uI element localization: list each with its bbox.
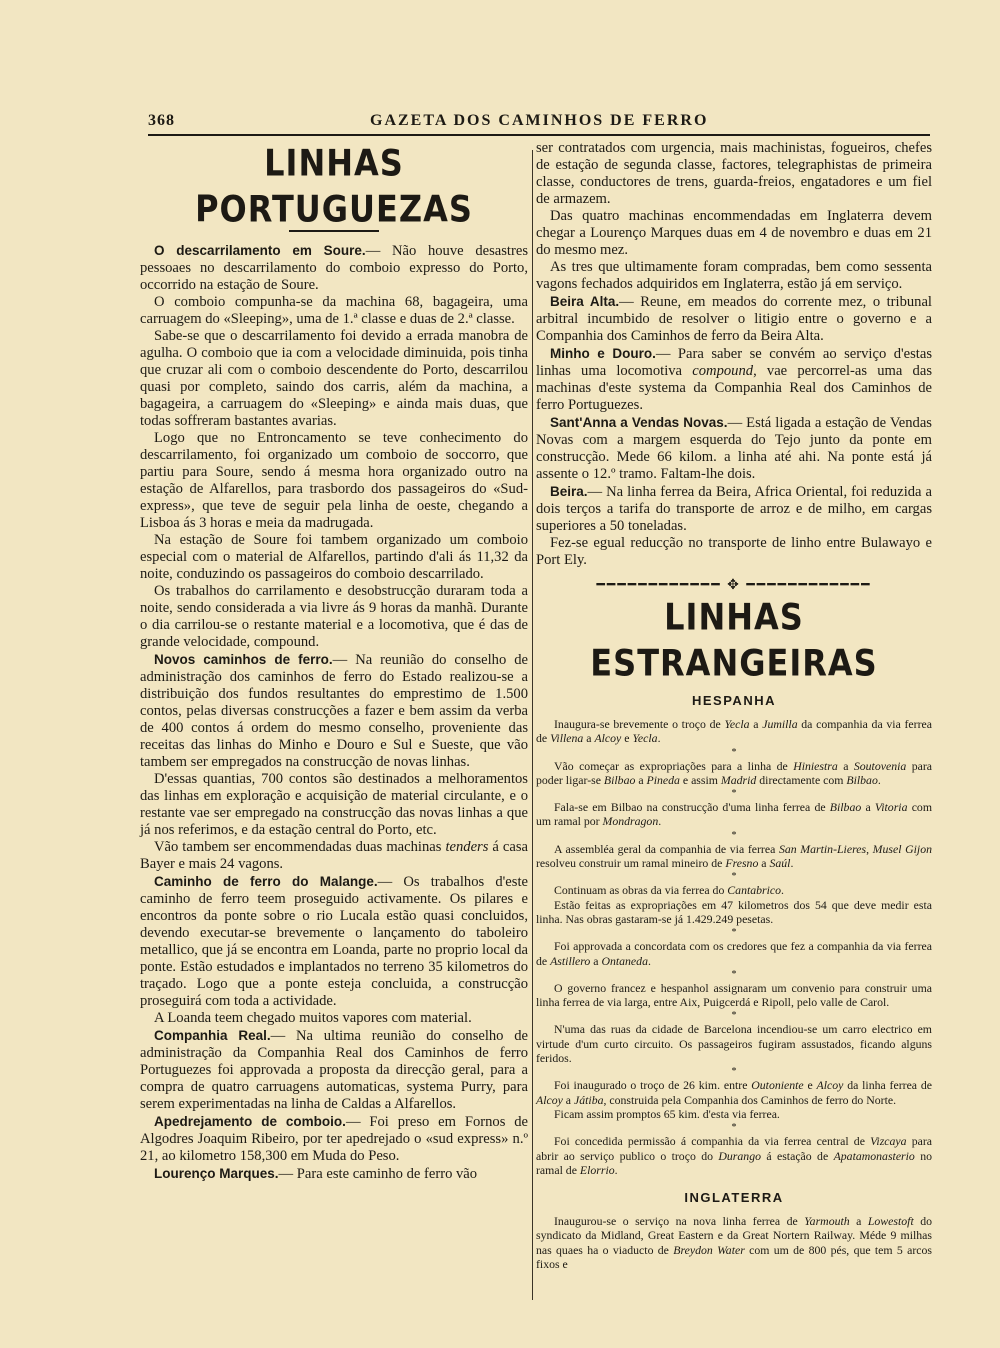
section-title-portuguezas: LINHAS PORTUGUEZAS xyxy=(195,141,473,231)
news-item: Continuam as obras da via ferrea do Cantabrico. xyxy=(554,883,784,898)
article-heading: Apedrejamento de comboio. xyxy=(154,1114,346,1129)
news-item: N'uma das ruas da cidade de Barcelona incendiou-se um carro electrico em virtude d'um curto circuito. Os passageiros fugiram assustados, ficando alguns feridos. xyxy=(536,1022,932,1066)
star-separator: * xyxy=(731,927,737,939)
star-separator: * xyxy=(731,968,737,980)
country-heading-hespanha: HESPANHA xyxy=(692,693,776,708)
ornament-divider: ━━━━━━━━━━━━ ✥ ━━━━━━━━━━━━ xyxy=(596,578,872,593)
article-heading: O descarrilamento em Soure. xyxy=(154,243,366,258)
news-item: O governo francez e hespanhol assignaram um convenio para construir uma linha ferrea de via larga, entre Aix, Puigcerdá e Ripoll, pelo valle de Carol. xyxy=(536,980,932,1010)
article-heading: Caminho de ferro do Malange. xyxy=(154,874,378,889)
article-heading: Beira. xyxy=(550,484,588,499)
page-header xyxy=(148,108,930,136)
article-santanna: Sant'Anna a Vendas Novas.— Está ligada a estação de Vendas Novas com a margem esquerda do Tejo junto da ponte em construcção. Mede 66 kilom. a linha até ahi. Na ponte está já assente o 12.º tramo. Faltam-lhe dois. xyxy=(536,415,932,482)
news-item: Foi concedida permissão á companhia da via ferrea central de Vizcaya para abrir ao serviço publico o troço do Durango á estação de Apatamonasterio no ramal de Elorrio. xyxy=(536,1134,933,1177)
news-item: Foi inaugurado o troço de 26 kim. entre Outoniente e Alcoy da linha ferrea de Alcoy a Játiba, construida pela Companhia dos Caminhos de ferro do Norte. xyxy=(536,1078,932,1107)
left-column xyxy=(140,140,528,1183)
page-number: 368 xyxy=(148,112,175,129)
news-item: Estão feitas as expropriações em 47 kilometros dos 54 que deve medir esta linha. Nas obras gastaram-se já 1.429.249 pesetas. xyxy=(536,897,932,926)
article-heading: Lourenço Marques. xyxy=(154,1166,279,1181)
article-novos-caminhos: Novos caminhos de ferro.— Na reunião do conselho de administração dos caminhos de ferro do Estado realizou-se a distribuição dos fundos resultantes do emprestimo de 1.500 contos, pelas diversas construcções a fazer e bem assim da verba de 400 contos á ordem do mesmo conselho, proveniente das receitas das linhas do Minho e Douro e Sul e Sueste, que vão tambem ser empregados na construcção de novas linhas. D'essas quantias, 700 contos são destinados a melhoramentos das linhas em exploração e acquisição de material circulante, e o restante vae ser empregado na construcção das novas linhas a que já nos referimos, e da estação central do Porto, etc. Vão tambem ser encommendadas duas machinas tenders á casa Bayer e mais 24 vagons. xyxy=(140,652,528,872)
star-separator: * xyxy=(731,788,737,800)
star-separator: * xyxy=(731,746,737,758)
article-apedrejamento: Apedrejamento de comboio.— Foi preso em Fornos de Algodres Joaquim Ribeiro, por ter apedrejado o «sud express» n.º 21, ao kilometro 158,300 em Muda do Peso. xyxy=(140,1114,528,1164)
star-separator: * xyxy=(731,1066,737,1078)
article-lourenco-marques: Lourenço Marques.— Para este caminho de ferro vão xyxy=(154,1166,478,1182)
news-item: Inaugurou-se o serviço na nova linha ferrea de Yarmouth a Lowestoft do syndicato da Midland, Great Eastern e da Great Nortern Railway. Méde 9 milhas nas quaes ha o viaducto de Breydon Water com um de 800 pés, que tem 5 arcos fixos e xyxy=(536,1214,932,1272)
foreign-news-list xyxy=(536,717,932,1177)
article-malange: Caminho de ferro do Malange.— Os trabalhos d'este caminho de ferro teem proseguido activamente. Os pilares e encontros da ponte sobre o rio Lucala estão quasi concluidos, devendo executar-se brevemente o lançamento do taboleiro metallico, que já se encontra em Loanda, parte no proprio local da ponte. Estão estudados e implantados no terreno 35 kilometros do traçado. Logo que a ponte esteja concluida, a construcção proseguirá com toda a actividade. A Loanda teem chegado muitos vapores com material. xyxy=(140,874,528,1026)
article-heading: Novos caminhos de ferro. xyxy=(154,652,333,667)
article-heading: Sant'Anna a Vendas Novas. xyxy=(550,415,728,430)
star-separator: * xyxy=(731,871,737,883)
star-separator: * xyxy=(731,1010,737,1022)
country-heading-inglaterra: INGLATERRA xyxy=(684,1190,784,1206)
news-item: A assembléa geral da companhia de via ferrea San Martin-Lieres, Musel Gijon resolveu construir um ramal mineiro de Fresno a Saúl. xyxy=(536,841,932,871)
journal-title: GAZETA DOS CAMINHOS DE FERRO xyxy=(370,112,709,129)
article-beira: Beira.— Na linha ferrea da Beira, Africa Oriental, foi reduzida a dois terços a tarifa do transporte de arroz e de milho, em cargas superiores a 50 toneladas. Fez-se egual reducção no transporte de linho entre Bulawayo e Port Ely. xyxy=(536,484,932,568)
article-heading: Beira Alta. xyxy=(550,294,620,309)
section-title-estrangeiras: LINHAS ESTRANGEIRAS xyxy=(590,595,878,685)
article-lourenco-marques-cont: ser contratados com urgencia, mais machinistas, fogueiros, chefes de estação de segunda classe, factores, telegraphistas de primeira classe, conductores de trens, guarda-freios, engatadores e um fiel de armazem. Das quatro machinas encommendadas em Inglaterra devem chegar a Lourenço Marques duas em 4 de novembro e duas em 21 do mesmo mez. As tres que ultimamente foram compradas, bem como sessenta vagons fechados adquiridos em Inglaterra, estão já em serviço. xyxy=(536,140,932,292)
star-separator: * xyxy=(731,1122,737,1134)
news-item: Foi approvada a concordata com os credores que fez a companhia da via ferrea de Astillero a Ontaneda. xyxy=(536,939,932,968)
right-column xyxy=(536,140,932,1271)
article-soure: O descarrilamento em Soure.— Não houve desastres pessoaes no descarrilamento do comboio expresso do Porto, occorrido na estação de Soure. O comboio compunha-se da machina 68, bagageira, uma carruagem do «Sleeping», uma de 1.ª classe e duas de 2.ª classe. Sabe-se que o descarrilamento foi devido a errada manobra de agulha. O comboio que ia com a velocidade diminuida, pois tinha que cruzar ali com o comboio descendente do Porto, descarrilou quasi por completo, saindo dos carris, além da machina, a bagageira, a carruagem do «Sleeping» e ainda mais duas, que todas soffreram bastantes avarias. Logo que no Entroncamento se teve conhecimento do descarrilamento, foi organizado um comboio de soccorro, que partiu para Soure, sendo á mesma hora organizado outro na estação de Alfarellos, para trasbordo dos passageiros do «Sud-express», que teve de seguir pela linha de oeste, chegando a Lisboa ás 3 horas e meia da madrugada. Na estação de Soure foi tambem organizado um comboio especial com o material de Alfarellos, partindo d'ali ás 11,32 da noite, conduzindo os passageiros do comboio descarrilado. Os trabalhos do carrilamento e desobstrucção duraram toda a noite, sendo considerada a via livre ás 9 horas da manhã. Durante o dia carrilou-se o restante material e a locomotiva, que é das de grande velocidade, compound. xyxy=(140,243,528,650)
article-companhia-real: Companhia Real.— Na ultima reunião do conselho de administração da Companhia Real dos Caminhos de ferro Portuguezes foi approvada a proposta da direcção geral, para a compra de quatro carruagens automaticas, systema Purry, para serem experimentadas na linha de Caldas a Alfarellos. xyxy=(140,1028,528,1112)
news-item: Fala-se em Bilbao na construcção d'uma linha ferrea de Bilbao a Vitoria com um ramal por Mondragon. xyxy=(536,800,932,829)
article-heading: Minho e Douro. xyxy=(550,346,656,361)
news-item: Vão começar as expropriações para a linha de Hiniestra a Soutovenia para poder ligar-se Bilbao a Pineda e assim Madrid directamente com Bilbao. xyxy=(536,758,932,787)
article-beira-alta: Beira Alta.— Reune, em meados do corrente mez, o tribunal arbitral incumbido de resolver o litigio entre o governo e a Companhia dos Caminhos de ferro da Beira Alta. xyxy=(536,294,932,344)
article-minho-douro: Minho e Douro.— Para saber se convém ao serviço d'estas linhas uma locomotiva compound, vae percorrel-as uma das machinas d'este systema da Companhia Real dos Caminhos de ferro Portuguezes. xyxy=(536,346,933,413)
news-item: Inaugura-se brevemente o troço de Yecla a Jumilla da companhia da via ferrea de Villena a Alcoy e Yecla. xyxy=(536,717,932,746)
column-divider xyxy=(532,150,533,1300)
article-heading: Companhia Real. xyxy=(154,1028,271,1043)
news-item: Ficam assim promptos 65 kim. d'esta via ferrea. xyxy=(554,1106,780,1121)
star-separator: * xyxy=(731,829,737,841)
